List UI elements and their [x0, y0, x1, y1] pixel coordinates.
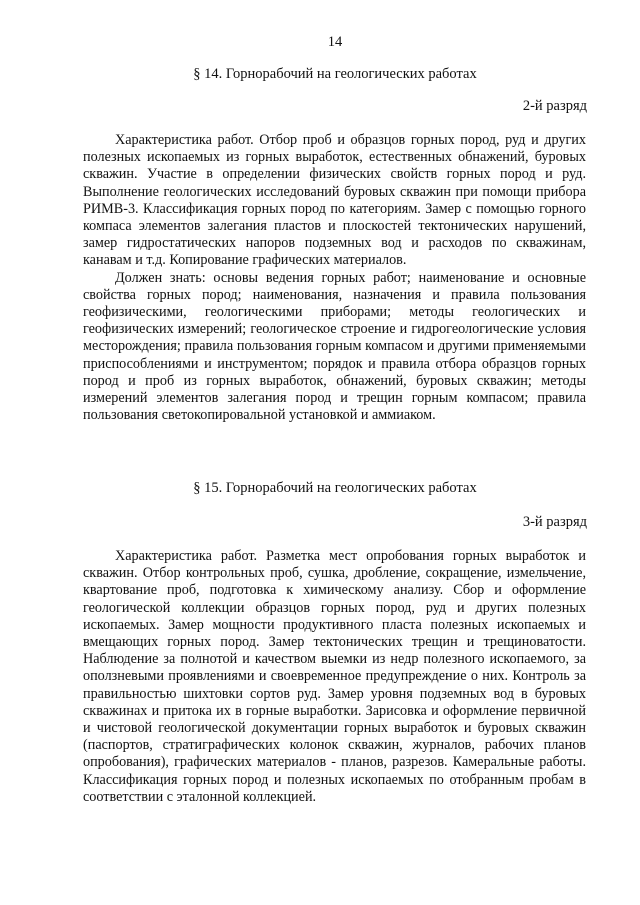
section-14-title: § 14. Горнорабочий на геологических работах [193, 66, 477, 82]
section-14-grade: 2-й разряд [522, 98, 587, 114]
section-15-title: § 15. Горнорабочий на геологических работах [193, 480, 477, 496]
section-14-must-know: Должен знать: основы ведения горных работ; наименование и основные свойства горных пород; наименования, назначения и правила пользования геофизическими, геологическими приборами; методы геологических и геофизических измерений; геологическое строение и гидрогеологические условия месторождения; правила пользования горным компасом и другими применяемыми приспособлениями и инструментом; порядок и правила отбора образцов горных пород и проб из горных выработок, обнажений, буровых скважин; методы измерений элементов залегания пород и трещин горным компасом; правила пользования светокопировальной установкой и аммиаком. [83, 269, 586, 424]
section-14-characteristics: Характеристика работ. Отбор проб и образцов горных пород, руд и других полезных ископаемых из горных выработок, естественных обнажений, буровых скважин. Участие в определении физических свойств горных пород и руд. Выполнение геологических исследований буровых скважин при помощи прибора РИМВ-3. Классификация горных пород по категориям. Замер с помощью горного компаса элементов залегания пластов и плоскостей тектонических нарушений, замер гидростатических напоров подземных вод и расходов по скважинам, канавам и т.д. Копирование графических материалов. [83, 132, 586, 269]
page-number: 14 [327, 34, 343, 50]
section-15-characteristics: Характеристика работ. Разметка мест опробования горных выработок и скважин. Отбор контрольных проб, сушка, дробление, сокращение, измельчение, квартование проб, подготовка к химическому анализу. Сбор и оформление геологической коллекции образцов горных пород, руд и других полезных ископаемых. Замер мощности продуктивного пласта полезных ископаемых и вмещающих горных пород. Замер тектонических трещин и трещиноватости. Наблюдение за полнотой и качеством выемки из недр полезного ископаемого, за оползневыми проявлениями и своевременное предупреждение о них. Контроль за правильностью шихтовки сортов руд. Замер уровня подземных вод в буровых скважинах и притока их в горные выработки. Зарисовка и оформление первичной и чистовой геологической документации горных выработок и буровых скважин (паспортов, стратиграфических колонок скважин, журналов, рабочих планов опробования), графических материалов - планов, разрезов. Камеральные работы. Классификация горных пород и полезных ископаемых по отобранным пробам в соответствии с эталонной коллекцией. [83, 548, 586, 805]
section-15-grade: 3-й разряд [522, 514, 587, 530]
section-14-body [83, 132, 586, 424]
section-15-body [83, 548, 586, 806]
